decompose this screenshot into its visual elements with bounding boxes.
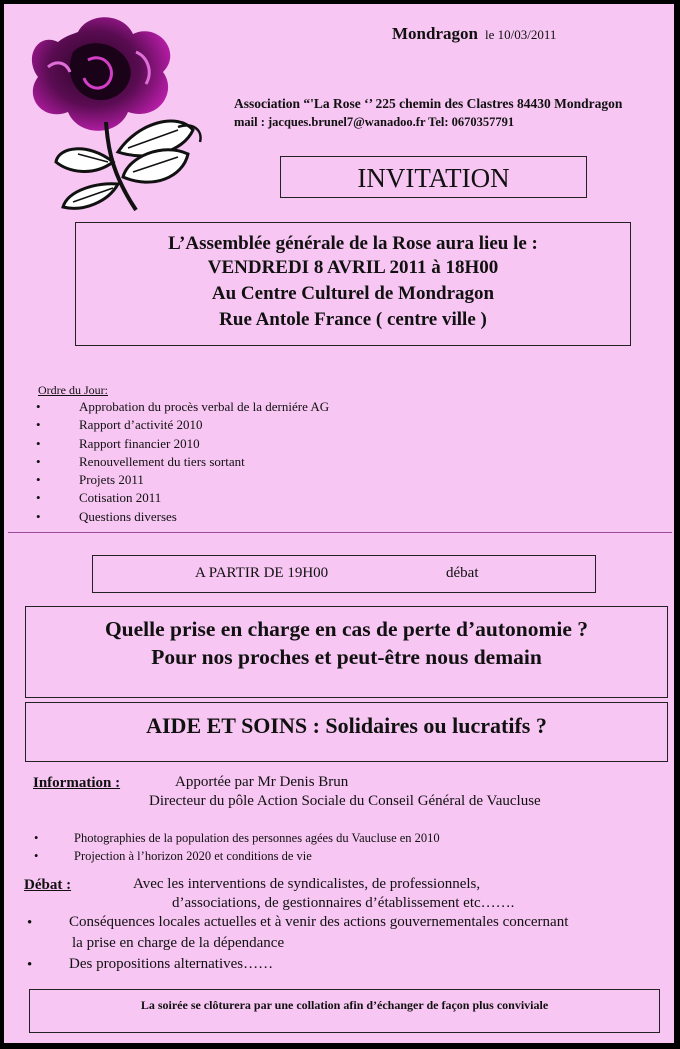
assembly-line1: L’Assemblée générale de la Rose aura lieu le : [168,233,538,254]
debat-label: Débat : [24,877,72,893]
bullet-icon: • [36,472,41,488]
bullet-icon: • [36,453,41,469]
agenda-heading: Ordre du Jour: [38,383,108,397]
information-item-text: Projection à l’horizon 2020 et conditions de vie [74,849,312,863]
debat-item-continuation: la prise en charge de la dépendance [72,935,285,951]
assembly-street: Rue Antole France ( centre ville ) [219,309,487,330]
agenda-item-text: Approbation du procès verbal de la derniére AG [79,399,330,414]
bullet-icon: • [34,831,39,845]
information-item-text: Photographies de la population des personnes agées du Vaucluse en 2010 [74,831,440,845]
divider [8,532,672,533]
agenda-item-text: Projets 2011 [79,472,144,488]
question-line1: Quelle prise en charge en cas de perte d’autonomie ? [104,617,589,641]
bullet-icon: • [36,508,41,524]
debate-label: débat [446,565,479,581]
header-date: le 10/03/2011 [484,27,557,42]
bullet-icon: • [27,915,33,931]
debate-time-box [92,555,596,593]
information-speaker: Apportée par Mr Denis Brun [175,774,349,790]
agenda-item-text: Rapport financier 2010 [79,435,200,451]
debat-item: Conséquences locales actuelles et à venir des actions gouvernementales concernant [69,914,569,930]
theme-text: AIDE ET SOINS : Solidaires ou lucratifs ? [146,713,547,738]
bullet-icon: • [36,417,41,433]
agenda-item-text: Rapport d’activité 2010 [79,417,203,433]
information-role: Directeur du pôle Action Sociale du Conseil Général de Vaucluse [149,793,541,809]
information-label: Information : [33,775,121,791]
bullet-icon: • [27,957,33,973]
rose-logo [18,12,218,217]
debat-line1: Avec les interventions de syndicalistes, de professionnels, [133,876,481,892]
header-town: Mondragon [392,24,478,43]
bullet-icon: • [36,399,41,414]
assembly-box [75,222,631,346]
assembly-venue: Au Centre Culturel de Mondragon [211,283,495,304]
theme-box [25,702,668,762]
header-date-line [392,24,556,44]
assembly-date: VENDREDI 8 AVRIL 2011 à 18H00 [207,257,499,278]
bullet-icon: • [34,849,39,863]
debate-time: A PARTIR DE 19H00 [195,565,329,581]
bullet-icon: • [36,435,41,451]
agenda-item-text: Questions diverses [79,508,177,524]
agenda-item-text: Renouvellement du tiers sortant [79,453,245,469]
invitation-box [280,156,587,198]
association-address: Association “'La Rose ‘’ 225 chemin des Clastres 84430 Mondragon [234,96,623,111]
question-box [25,606,668,698]
association-contact: mail : jacques.brunel7@wanadoo.fr Tel: 0670357791 [234,115,515,129]
debat-item: Des propositions alternatives…… [69,956,274,972]
closing-box [29,989,660,1033]
agenda-item-text: Cotisation 2011 [79,490,162,506]
invitation-title: INVITATION [357,163,510,193]
bullet-icon: • [36,490,41,506]
question-line2: Pour nos proches et peut-être nous demain [151,645,542,669]
closing-text: La soirée se clôturera par une collation afin d’échanger de façon plus conviviale [140,998,549,1012]
debat-line2: d’associations, de gestionnaires d’établissement etc……. [172,895,515,911]
